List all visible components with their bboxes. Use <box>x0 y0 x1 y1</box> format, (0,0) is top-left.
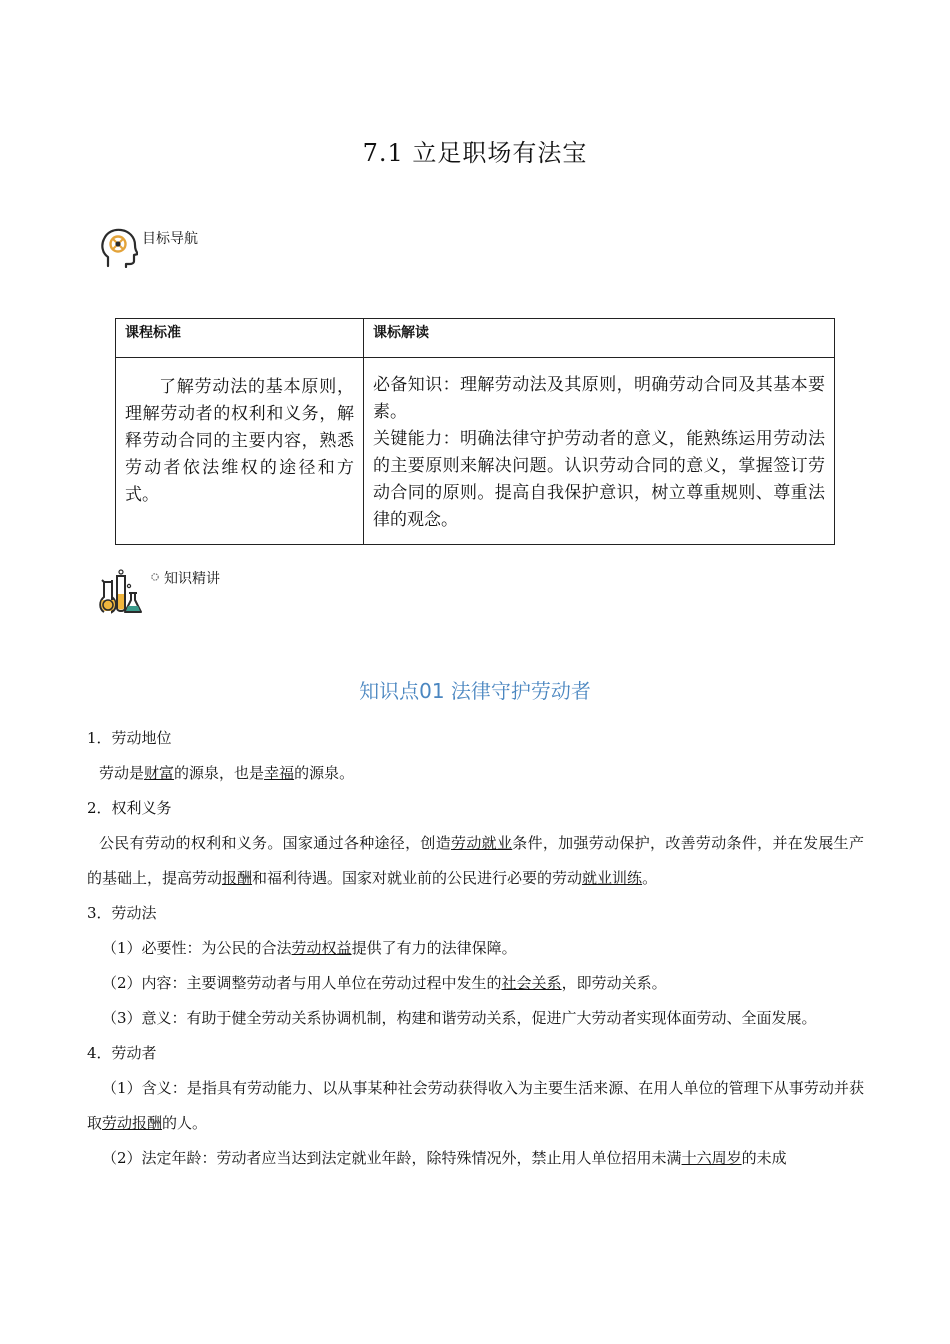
underlined-term: 报酬 <box>222 869 253 887</box>
paragraph-definition: （1）含义：是指具有劳动能力、以从事某种社会劳动获得收入为主要生活来源、在用人单位的管理下从事劳动并获取劳动报酬的人。 <box>87 1079 864 1132</box>
underlined-term: 十六周岁 <box>681 1149 742 1167</box>
interpretation-ability: 关键能力：明确法律守护劳动者的意义，能熟练运用劳动法的主要原则来解决问题。认识劳动合同的意义，掌握签订劳动合同的原则。提高自我保护意识，树立尊重规则、尊重法律的观念。 <box>373 429 825 530</box>
content-body <box>87 721 864 1176</box>
paragraph-labor-status: 劳动是财富的源泉，也是幸福的源泉。 <box>99 764 355 782</box>
interpretation-cell <box>364 358 835 545</box>
underlined-term: 社会关系 <box>501 974 562 992</box>
heading-labor-status: 1．劳动地位 <box>87 729 172 747</box>
heading-rights-duties: 2．权利义务 <box>87 799 172 817</box>
sparkle-icon <box>150 572 160 582</box>
knowledge-header <box>98 568 220 616</box>
paragraph-necessity: （1）必要性：为公民的合法劳动权益提供了有力的法律保障。 <box>102 939 517 957</box>
knowledge-point-title: 知识点01 法律守护劳动者 <box>359 679 591 703</box>
underlined-term: 幸福 <box>264 764 295 782</box>
page-title: 7.1 立足职场有法宝 <box>362 139 588 167</box>
interpretation-knowledge: 必备知识：理解劳动法及其原则，明确劳动合同及其基本要素。 <box>373 375 825 422</box>
heading-labor-law: 3．劳动法 <box>87 904 157 922</box>
heading-laborer: 4．劳动者 <box>87 1044 157 1062</box>
paragraph-content: （2）内容：主要调整劳动者与用人单位在劳动过程中发生的社会关系，即劳动关系。 <box>102 974 667 992</box>
lab-flasks-icon <box>98 568 150 616</box>
underlined-term: 劳动报酬 <box>102 1114 163 1132</box>
knowledge-label: 知识精讲 <box>164 571 220 587</box>
standard-cell: 了解劳动法的基本原则，理解劳动者的权利和义务，解释劳动合同的主要内容，熟悉劳动者依法维权的途径和方式。 <box>116 358 364 545</box>
goal-nav-header <box>100 226 198 268</box>
header-standard: 课程标准 <box>116 319 364 358</box>
curriculum-table <box>115 318 835 545</box>
paragraph-significance: （3）意义：有助于健全劳动关系协调机制，构建和谐劳动关系，促进广大劳动者实现体面劳动、全面发展。 <box>102 1009 817 1027</box>
brain-head-icon <box>100 226 138 268</box>
underlined-term: 劳动权益 <box>291 939 352 957</box>
goal-nav-label: 目标导航 <box>142 231 198 247</box>
underlined-term: 劳动就业 <box>451 834 513 852</box>
paragraph-legal-age: （2）法定年龄：劳动者应当达到法定就业年龄，除特殊情况外，禁止用人单位招用未满十六周岁的未成 <box>102 1149 787 1167</box>
underlined-term: 就业训练 <box>582 869 643 887</box>
paragraph-rights-duties: 公民有劳动的权利和义务。国家通过各种途径，创造劳动就业条件，加强劳动保护，改善劳动条件，并在发展生产的基础上，提高劳动报酬和福利待遇。国家对就业前的公民进行必要的劳动就业训练。 <box>87 834 864 887</box>
header-interpretation: 课标解读 <box>364 319 835 358</box>
underlined-term: 财富 <box>144 764 175 782</box>
